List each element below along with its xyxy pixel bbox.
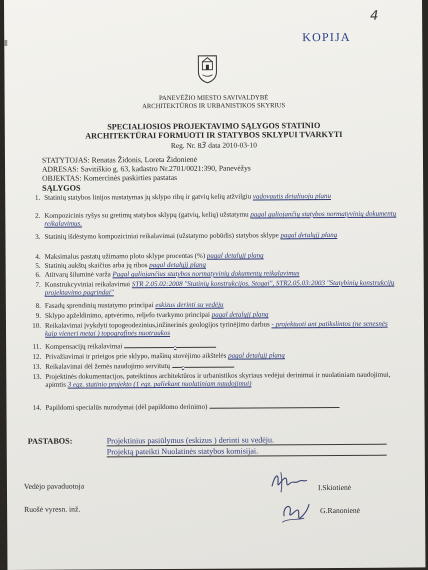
condition-item	[27, 402, 397, 413]
item-text: Reikalavimai įvykdyti topogeodezinius,inžinerinės geologijos tyrinėjimo darbus	[44, 320, 270, 330]
document-title-line2: ARCHITEKTŪRAI FORMUOTI IR STATYBOS SKLYPUI TVARKYTI	[85, 129, 343, 141]
item-number: 7.	[35, 280, 41, 289]
notes-line1: Projektinius pasiūlymus (eskizus ) derinti su vedėju.	[107, 435, 387, 447]
copy-stamp: KOPIJA	[302, 29, 351, 45]
condition-item	[27, 320, 397, 340]
signer-role: Ruošė vyresn. inž.	[24, 504, 81, 514]
signer-name: I.Skiotienė	[317, 482, 352, 493]
reg-prefix: Reg. Nr.	[170, 140, 196, 150]
item-text: Konstrukcyviniai reikalavimai	[44, 280, 131, 289]
item-number: 4.	[35, 252, 41, 261]
conditions-heading: SĄLYGOS	[42, 183, 81, 193]
item-text: Kompensacijų reikalavimai	[45, 342, 123, 351]
item-text: Maksimalus pastatų užimamo ploto sklype procentas (%)	[44, 251, 206, 261]
item-number: 9.	[35, 311, 41, 320]
signature-scribble-icon	[278, 496, 312, 526]
page-number: 4	[370, 8, 379, 24]
department-name: ARCHITEKTŪROS IR URBANISTIKOS SKYRIUS	[142, 102, 286, 111]
staple-mark	[4, 40, 7, 46]
item-text: Fasadų sprendinių nustatymo principai	[44, 301, 154, 310]
reg-number: 8	[197, 140, 202, 150]
item-text: Privažiavimai ir prieigos prie sklypo, mašinų stovėjimo aikštelės	[45, 351, 227, 361]
item-value: pagal detalųjį planą	[211, 310, 269, 319]
item-number: 2.	[35, 211, 41, 220]
item-text: Statinių statybos linijos nustatymas jų sklypo ribų ir gatvių kelių atžvilgiu	[44, 192, 252, 202]
registration-line	[5, 139, 423, 151]
item-number: 6.	[35, 270, 41, 279]
item-number: 14.	[32, 403, 42, 412]
item-number: 5.	[35, 261, 41, 270]
coat-of-arms-icon	[197, 54, 217, 84]
item-number: 13.	[32, 372, 42, 381]
reg-number-handwritten: 3	[201, 140, 207, 150]
item-number: 12.	[32, 352, 42, 361]
item-number: 3.	[35, 232, 41, 241]
builder-line: STATYTOJAS: Renatas Židonis, Loreta Židonienė	[41, 154, 198, 165]
item-text: Sklypo apželdinimo, aptvėrimo, reljefo tvarkymo principai	[44, 310, 210, 320]
item-number: 11.	[32, 342, 42, 351]
item-number: 1.	[34, 193, 41, 202]
item-text: Statinių išdėstymo kompoziciniai reikalavimai (užstatymo pobūdis) statybos sklype	[44, 231, 279, 241]
signer-name: G.Ranonienė	[320, 505, 361, 516]
document-title-line1: SPECIALIOSIOS PROJEKTAVIMO SĄLYGOS STATINIO	[107, 121, 321, 132]
item-value: pagal detalųjį planą	[228, 351, 285, 360]
item-value: pagal galiojančių statybos normatyvinių dokumentų reikalavimus.	[44, 209, 397, 229]
item-value: 3 egz. statinio projekto (1 egz. paliekant nuolatiniam naudojimui)	[67, 379, 252, 390]
condition-item	[26, 192, 396, 212]
item-value: eskizus derinti su vedėju	[155, 300, 224, 310]
item-number: 10.	[32, 321, 42, 330]
item-value: STR 2.05.02:2008 "Statinių konstrukcijos. Stogai", STR2.05.03:2003 "Statybinių konstrukcijų projektavimo pagrindai"	[44, 278, 395, 298]
condition-item	[27, 279, 397, 299]
reg-date: data 2010-03-10	[208, 140, 257, 150]
item-value: pagal detalųjį planą	[206, 251, 264, 260]
item-value: pagal detalųjį planą	[149, 260, 207, 270]
item-text: Atitvarų šiluminė varža	[44, 270, 111, 279]
address-line: ADRESAS: Savitiškio g. 63, kadastro Nr.2701/0021:390, Panevėžys	[42, 163, 251, 174]
condition-item	[26, 231, 396, 251]
notes-line2: Projektą pateikti Nuolatinės statybos komisijai.	[107, 446, 387, 458]
condition-item	[27, 371, 397, 400]
item-text: Papildomi specialūs nurodymai (dėl papildomo derinimo)	[45, 402, 208, 412]
condition-item	[26, 210, 396, 230]
item-value: - projektuoti ant patikslintos (ne senesnės kaip vieneri metai ) topografinės nuotraukos	[45, 319, 388, 339]
item-text: Statinių aukštų skaičius arba jų ribos	[44, 261, 148, 270]
org-name: PANEVĖŽIO MIESTO SAVIVALDYBĖ	[158, 94, 269, 103]
item-text: Projektinės dokumentacijos, pateiktinos architektūros ir urbanistikos skyriaus vedėjui derinimui ir nuolatiniam naudojimui, apimtis	[45, 370, 391, 390]
item-value: pagal detalųjį planą	[280, 230, 338, 240]
document-page	[4, 0, 425, 570]
notes-label: PASTABOS:	[27, 436, 73, 446]
signer-role: Vedėjo pavaduotoja	[23, 481, 85, 491]
item-value: -	[174, 341, 177, 350]
item-value: -	[181, 361, 185, 370]
object-line: OBJEKTAS: Komercinės paskirties pastatas	[42, 172, 178, 183]
item-value: vadovautis detaliuoju planu	[252, 192, 332, 201]
item-number: 13.	[32, 362, 42, 371]
item-value: Pagal galiojančius statybos normatyvinių dokumentų reikalavimus	[112, 269, 300, 279]
item-number: 8.	[35, 301, 41, 310]
item-text: Reikalavimai dėl žemės naudojimo servitutų	[45, 361, 171, 371]
signature-scribble-icon	[269, 468, 309, 494]
item-text: Kompozicinis ryšys su gretimų statybos sklypų (gatvių, kelių) užstatymu	[44, 210, 249, 220]
